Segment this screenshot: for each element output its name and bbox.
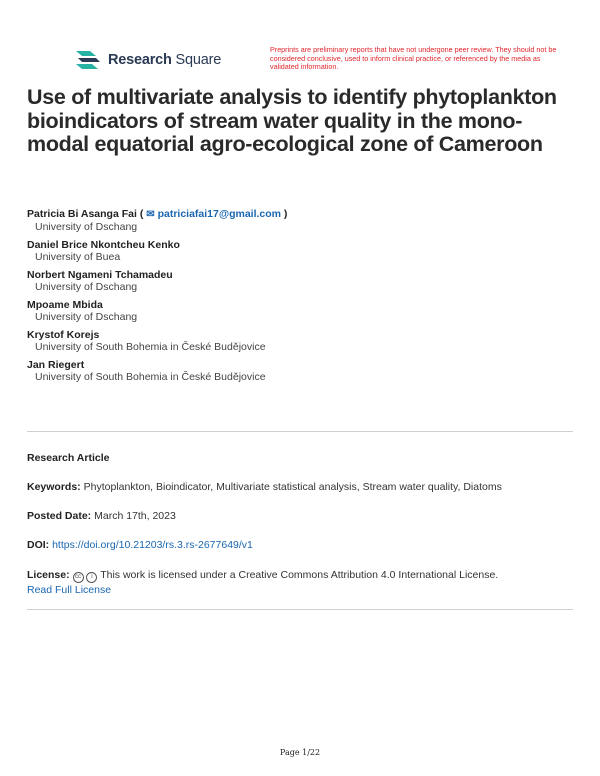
author-name: Mpoame Mbida — [27, 299, 103, 311]
author-email-link[interactable]: patriciafai17@gmail.com — [157, 208, 282, 220]
license: License: cc i This work is licensed under a Creative Commons Attribution 4.0 International License. Read Full License — [27, 569, 499, 596]
doi-link[interactable]: https://doi.org/10.21203/rs.3.rs-2677649/v1 — [52, 539, 253, 551]
preprint-disclaimer: Preprints are preliminary reports that have not undergone peer review. They should not be considered conclusive, used to inform clinical practice, or referenced by the media as validated information. — [270, 45, 557, 72]
divider — [27, 431, 573, 432]
author-entry — [27, 299, 577, 324]
email-icon: ✉ — [146, 209, 155, 220]
author-affiliation: University of Dschang — [35, 281, 138, 293]
author-entry — [27, 269, 577, 294]
author-name: Patricia Bi Asanga Fai ( ✉ patriciafai17@gmail.com ) — [27, 208, 288, 220]
author-affiliation: University of Dschang — [35, 311, 138, 323]
author-name: Jan Riegert — [27, 359, 85, 371]
author-entry — [27, 359, 577, 384]
posted-date: Posted Date: March 17th, 2023 — [27, 510, 176, 522]
author-affiliation: University of Dschang — [35, 221, 138, 233]
license-text: This work is licensed under a Creative Commons Attribution 4.0 International License. — [100, 569, 499, 581]
divider — [27, 609, 573, 610]
author-affiliation: University of South Bohemia in České Budějovice — [35, 371, 266, 383]
paper-title: Use of multivariate analysis to identify phytoplankton bioindicators of stream water quality in the mono-modal equatorial agro-ecological zone of Cameroon — [27, 85, 557, 156]
author-affiliation: University of Buea — [35, 251, 121, 263]
author-name: Norbert Ngameni Tchamadeu — [27, 269, 173, 281]
posted-date-value: March 17th, 2023 — [94, 510, 176, 522]
creative-commons-icon: cc — [73, 572, 84, 583]
keywords: Keywords: Phytoplankton, Bioindicator, Multivariate statistical analysis, Stream water quality, Diatoms — [27, 481, 502, 493]
header — [74, 46, 574, 78]
author-name: Krystof Korejs — [27, 329, 100, 341]
logo-text: Research Square — [108, 52, 222, 68]
research-square-logo[interactable] — [74, 48, 221, 72]
article-type: Research Article — [27, 452, 110, 464]
author-entry — [27, 239, 577, 264]
author-name: Daniel Brice Nkontcheu Kenko — [27, 239, 180, 251]
read-full-license-link[interactable]: Read Full License — [27, 584, 112, 596]
keywords-value: Phytoplankton, Bioindicator, Multivariate statistical analysis, Stream water quality, Diatoms — [83, 481, 502, 493]
page-number: Page 1/22 — [279, 748, 321, 757]
author-entry — [27, 208, 577, 234]
author-affiliation: University of South Bohemia in České Budějovice — [35, 341, 266, 353]
author-list — [27, 208, 577, 389]
author-entry — [27, 329, 577, 354]
research-square-logo-icon — [74, 48, 102, 72]
attribution-icon: i — [86, 572, 97, 583]
doi: DOI: https://doi.org/10.21203/rs.3.rs-2677649/v1 — [27, 539, 253, 551]
